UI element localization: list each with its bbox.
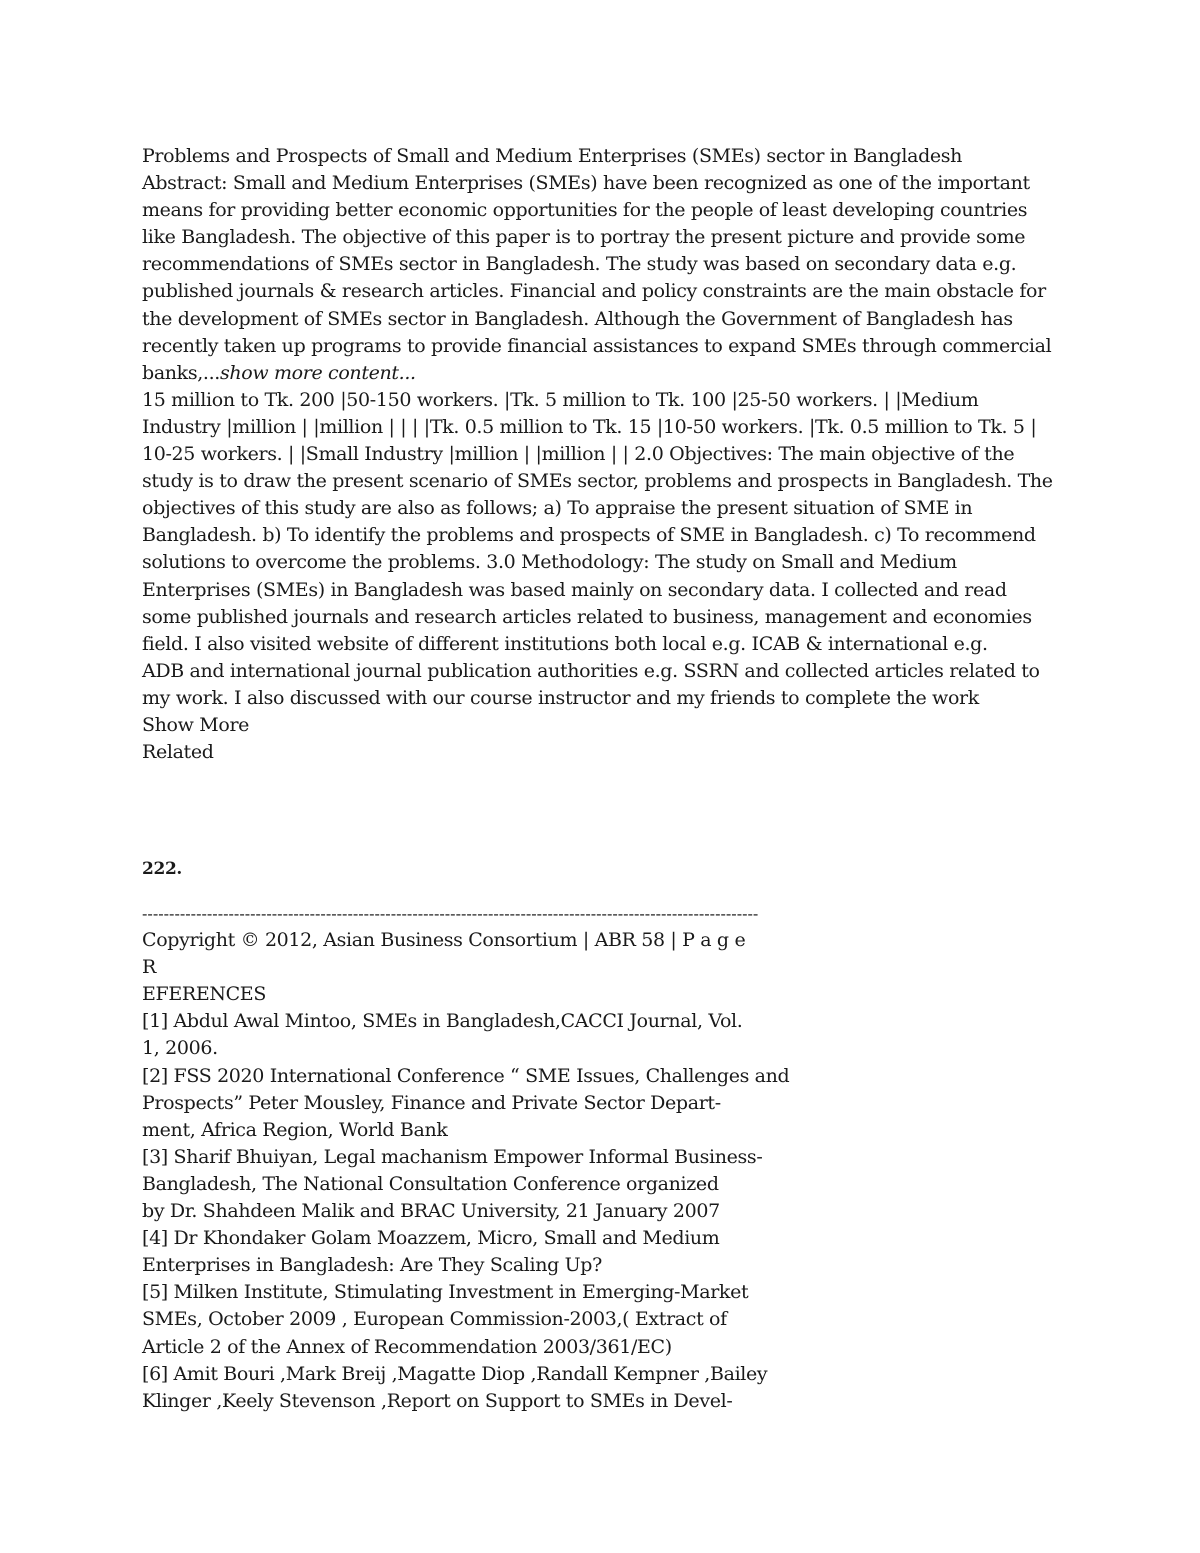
abstract-line: means for providing better economic opportunities for the people of least developing countries — [142, 199, 1028, 222]
reference-page — [142, 856, 1072, 1415]
body-line: 15 million to Tk. 200 |50-150 workers. |Tk. 5 million to Tk. 100 |25-50 workers. | |Medium — [142, 388, 979, 411]
divider: ------------------------------------------------------------------------------------------------------------------ — [142, 904, 759, 923]
reference-line: Article 2 of the Annex of Recommendation 2003/361/EC) — [142, 1335, 672, 1358]
abstract-line: the development of SMEs sector in Bangladesh. Although the Government of Bangladesh has — [142, 307, 1013, 330]
abstract-line: recommendations of SMEs sector in Bangladesh. The study was based on secondary data e.g. — [142, 253, 1017, 276]
reference-line: [4] Dr Khondaker Golam Moazzem, Micro, Small and Medium — [142, 1227, 720, 1250]
body-line: some published journals and research articles related to business, management and economies — [142, 605, 1032, 628]
reference-line: [3] Sharif Bhuiyan, Legal machanism Empower Informal Business- — [142, 1145, 763, 1168]
essay-preview — [142, 143, 1072, 766]
reference-line: 1, 2006. — [142, 1037, 218, 1060]
references-heading-initial: R — [142, 956, 156, 979]
body-line: study is to draw the present scenario of SMEs sector, problems and prospects in Bangladesh. The — [142, 470, 1053, 493]
body-line: Bangladesh. b) To identify the problems and prospects of SME in Bangladesh. c) To recommend — [142, 524, 1036, 547]
references-heading: EFERENCES — [142, 983, 266, 1006]
reference-line: [5] Milken Institute, Stimulating Investment in Emerging-Market — [142, 1281, 749, 1304]
reference-line: Klinger ,Keely Stevenson ,Report on Support to SMEs in Devel- — [142, 1389, 733, 1412]
body-line: Enterprises (SMEs) in Bangladesh was based mainly on secondary data. I collected and read — [142, 578, 1007, 601]
body-line: 10-25 workers. | |Small Industry |million | |million | | 2.0 Objectives: The main objective of the — [142, 443, 1015, 466]
show-more-content-link[interactable]: show more content — [220, 361, 399, 384]
body-line: ADB and international journal publication authorities e.g. SSRN and collected articles related to — [142, 659, 1040, 682]
reference-line: [6] Amit Bouri ,Mark Breij ,Magatte Diop ,Randall Kempner ,Bailey — [142, 1362, 768, 1385]
reference-line: SMEs, October 2009 , European Commission-2003,( Extract of — [142, 1308, 727, 1331]
abstract-line: published journals & research articles. Financial and policy constraints are the main obstacle for — [142, 280, 1046, 303]
body-line: Industry |million | |million | | | |Tk. 0.5 million to Tk. 15 |10-50 workers. |Tk. 0.5 million to Tk. 5 | — [142, 415, 1037, 438]
abstract-line: recently taken up programs to provide financial assistances to expand SMEs through commercial — [142, 334, 1052, 357]
abstract-last-text: banks,... — [142, 361, 220, 384]
body-line: field. I also visited website of different institutions both local e.g. ICAB & international e.g. — [142, 632, 988, 655]
reference-line: [2] FSS 2020 International Conference “ SME Issues, Challenges and — [142, 1064, 790, 1087]
reference-line: by Dr. Shahdeen Malik and BRAC University, 21 January 2007 — [142, 1200, 720, 1223]
copyright-line: Copyright © 2012, Asian Business Consortium | ABR 58 | P a g e — [142, 929, 746, 952]
reference-line: Prospects” Peter Mousley, Finance and Private Sector Depart- — [142, 1091, 721, 1114]
reference-line: [1] Abdul Awal Mintoo, SMEs in Bangladesh,CACCI Journal, Vol. — [142, 1010, 743, 1033]
essay-title: Problems and Prospects of Small and Medium Enterprises (SMEs) sector in Bangladesh — [142, 145, 963, 167]
page-number: 222. — [142, 859, 183, 879]
abstract-line: Abstract: Small and Medium Enterprises (SMEs) have been recognized as one of the important — [142, 172, 1030, 195]
reference-line: ment, Africa Region, World Bank — [142, 1118, 448, 1141]
abstract-line: like Bangladesh. The objective of this paper is to portray the present picture and provide some — [142, 226, 1026, 249]
related-link[interactable]: Related — [142, 741, 214, 764]
abstract-last-line — [142, 360, 1072, 387]
teaser-ellipsis: ... — [398, 361, 416, 384]
reference-line: Bangladesh, The National Consultation Conference organized — [142, 1172, 719, 1195]
reference-line: Enterprises in Bangladesh: Are They Scaling Up? — [142, 1254, 602, 1277]
show-more-button[interactable]: Show More — [142, 713, 250, 736]
body-line: solutions to overcome the problems. 3.0 Methodology: The study on Small and Medium — [142, 551, 957, 574]
body-line: objectives of this study are also as follows; a) To appraise the present situation of SME in — [142, 497, 973, 520]
body-line: my work. I also discussed with our course instructor and my friends to complete the work — [142, 686, 979, 709]
